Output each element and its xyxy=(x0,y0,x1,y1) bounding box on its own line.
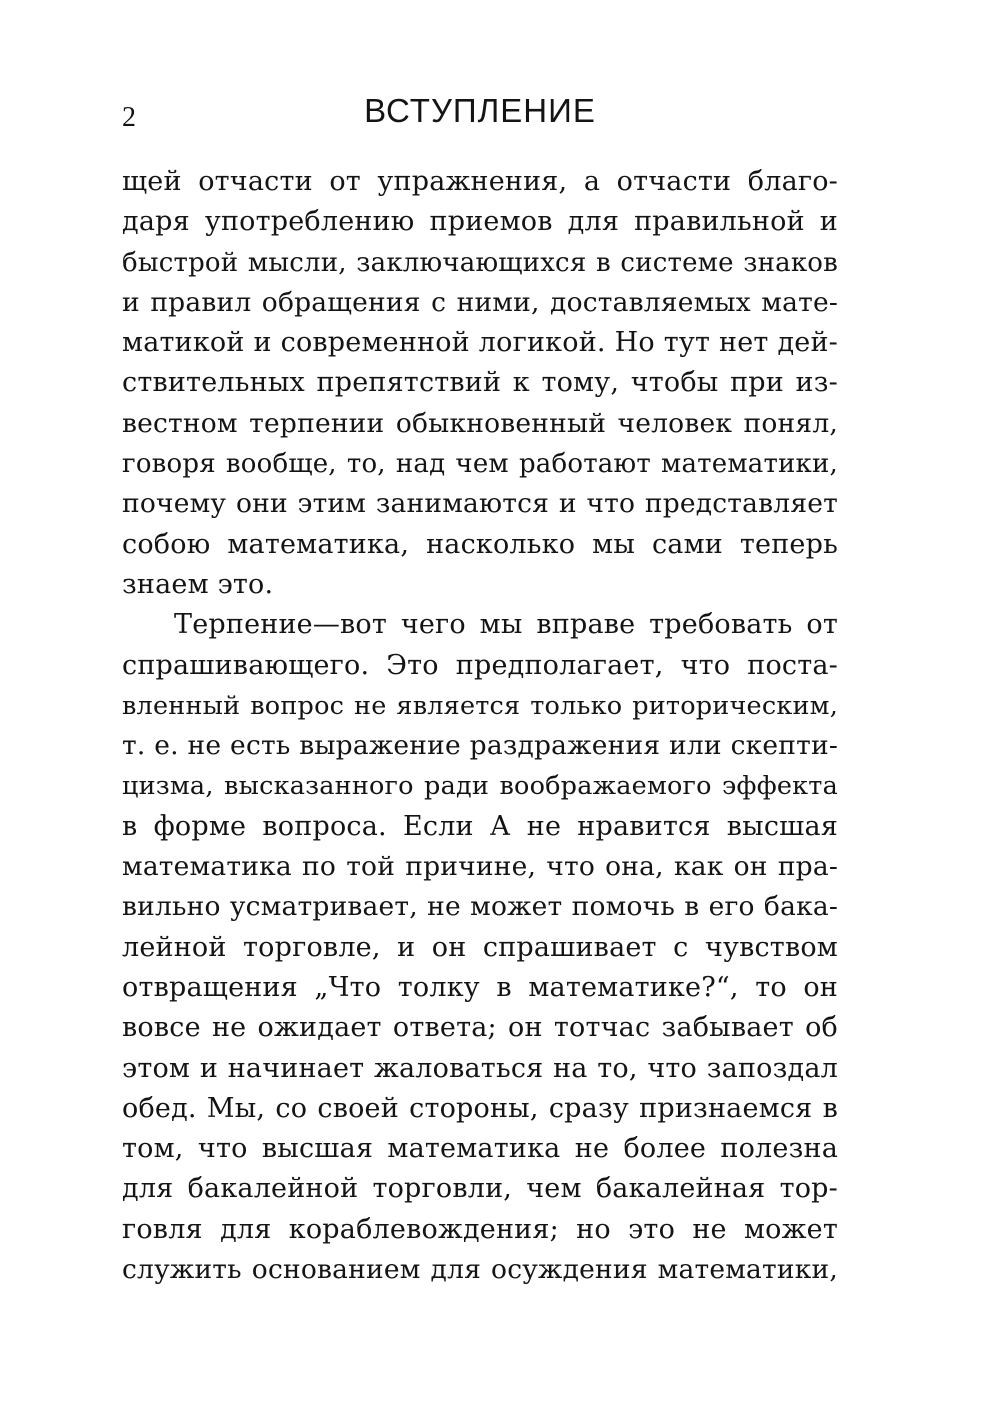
text-line: быстрой мысли, заключающихся в системе знаков xyxy=(122,247,838,278)
text-line: собою математика, насколько мы сами теперь xyxy=(122,528,838,560)
body-text xyxy=(122,162,838,1290)
text-line: т. е. не есть выражение раздражения или скепти- xyxy=(122,730,838,762)
text-line: почему они этим занимаются и что представляет xyxy=(122,488,838,520)
text-line: вестном терпении обыкновенный человек понял, xyxy=(122,407,838,439)
text-line: цизма, высказанного ради воображаемого эффекта xyxy=(122,771,838,802)
text-line: вильно усматривает, не может помочь в его бака- xyxy=(122,891,838,923)
running-head xyxy=(122,92,838,142)
text-line: в форме вопроса. Если А не нравится высшая xyxy=(122,810,838,842)
text-line: вленный вопрос не является только риторическим, xyxy=(122,690,838,721)
text-line: щей отчасти от упражнения, а отчасти благо- xyxy=(122,166,838,197)
text-line: обед. Мы, со своей стороны, сразу признаемся в xyxy=(122,1092,838,1124)
text-line: говоря вообще, то, над чем работают математики, xyxy=(122,449,838,480)
text-line: знаем это. xyxy=(122,568,274,600)
text-line: отвращения „Что толку в математике?“, то он xyxy=(122,971,838,1003)
text-line: вовсе не ожидает ответа; он тотчас забывает об xyxy=(122,1012,838,1044)
text-line: для бакалейной торговли, чем бакалейная тор- xyxy=(122,1173,838,1205)
text-line: математика по той причине, что она, как он пра- xyxy=(122,851,838,883)
text-line: говля для кораблевождения; но это не может xyxy=(122,1213,838,1245)
page-title: ВСТУПЛЕНИЕ xyxy=(364,92,596,129)
text-line: и правил обращения с ними, доставляемых мате- xyxy=(122,286,838,318)
page-number: 2 xyxy=(122,102,136,133)
text-line: том, что высшая математика не более полезна xyxy=(122,1133,838,1165)
text-line: ствительных препятствий к тому, чтобы при из- xyxy=(122,367,838,399)
text-line: служить основанием для осуждения математики, xyxy=(122,1254,838,1286)
text-line: матикой и современной логикой. Но тут нет дей- xyxy=(122,327,838,359)
paragraph-first-line: Терпение—вот чего мы вправе требовать от xyxy=(174,609,838,641)
text-line: лейной торговле, и он спрашивает с чувством xyxy=(122,931,838,963)
text-line: спрашивающего. Это предполагает, что поста- xyxy=(122,649,838,681)
text-line: даря употреблению приемов для правильной и xyxy=(122,206,838,238)
text-line: этом и начинает жаловаться на то, что запоздал xyxy=(122,1052,838,1084)
